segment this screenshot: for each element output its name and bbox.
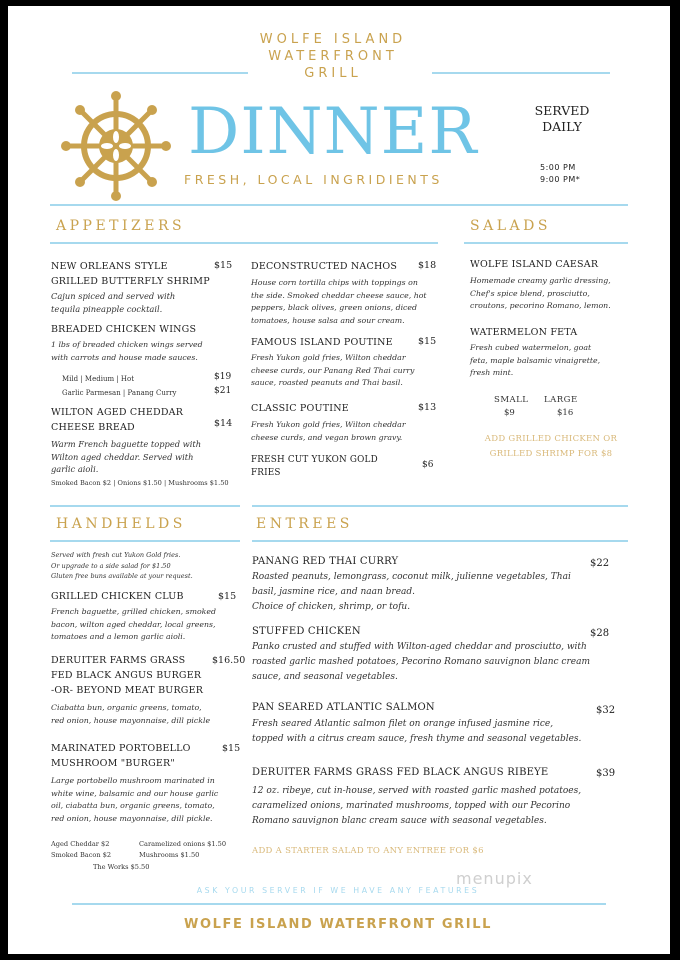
item-salmon-name: PAN SEARED ATLANTIC SALMON xyxy=(252,702,435,713)
served-line2: DAILY xyxy=(542,119,582,134)
item-stuffed-chicken-price: $28 xyxy=(590,628,610,639)
item-shrimp-price: $15 xyxy=(214,260,233,271)
item-classic-poutine-name: CLASSIC POUTINE xyxy=(251,403,349,414)
salads-heading: SALADS xyxy=(470,218,551,234)
time-end: 9:00 PM* xyxy=(540,175,581,184)
salad-price-small: $9 xyxy=(504,408,515,418)
item-ribeye-name: DERUITER FARMS GRASS FED BLACK ANGUS RIBEYE xyxy=(252,767,549,778)
item-wings-desc: 1 lbs of breaded chicken wings served with carrots and house made sauces. xyxy=(51,340,203,362)
salads-rule xyxy=(464,242,628,244)
salad-protein-addon: ADD GRILLED CHICKEN OR GRILLED SHRIMP FOR $8 xyxy=(484,434,618,459)
item-chicken-club-desc: French baguette, grilled chicken, smoked bacon, wilton aged cheddar, local greens, tomatoes and a lemon garlic aioli. xyxy=(51,607,217,642)
wings-option1: Mild | Medium | Hot xyxy=(62,375,135,383)
item-cheesebread-desc: Warm French baguette topped with Wilton aged cheddar. Served with garlic aioli. xyxy=(51,439,202,475)
handhelds-note: Served with fresh cut Yukon Gold fries. Or upgrade to a side salad for $1.50 Gluten free buns available at your request. xyxy=(51,551,193,580)
entrees-top-rule xyxy=(252,505,628,507)
handhelds-rule xyxy=(50,540,240,542)
appetizers-rule xyxy=(50,242,438,244)
item-famous-poutine-desc: Fresh Yukon gold fries, Wilton cheddar cheese curds, our Panang Red Thai curry sauce, roasted peanuts and Thai basil. xyxy=(251,353,415,388)
item-ribeye-desc: 12 oz. ribeye, cut in-house, served with roasted garlic mashed potatoes, caramelized onions, marinated mushrooms, topped with our Pecorino Romano sauvignon blanc cream sauce with seasonal vegetables. xyxy=(252,786,582,826)
handhelds-heading: HANDHELDS xyxy=(56,516,186,532)
time-start: 5:00 PM xyxy=(540,163,576,172)
item-portobello-price: $15 xyxy=(222,743,241,754)
served-line1: SERVED xyxy=(534,103,590,118)
item-classic-poutine-price: $13 xyxy=(418,402,437,413)
menu-page xyxy=(8,6,670,954)
item-famous-poutine-price: $15 xyxy=(418,336,437,347)
page-title: DINNER xyxy=(188,95,478,169)
item-wings-name: BREADED CHICKEN WINGS xyxy=(51,324,197,335)
served-daily xyxy=(522,103,602,135)
handheld-addon-cheddar: Aged Cheddar $2 xyxy=(51,840,110,848)
salad-size-small: SMALL xyxy=(494,395,529,405)
restaurant-name-line2: WATERFRONT xyxy=(268,49,398,64)
item-fries-name: FRESH CUT YUKON GOLD FRIES xyxy=(251,455,378,478)
item-chicken-club-name: GRILLED CHICKEN CLUB xyxy=(51,591,184,602)
item-stuffed-chicken-name: STUFFED CHICKEN xyxy=(252,626,361,637)
wings-option1-price: $19 xyxy=(214,372,232,382)
item-curry-name: PANANG RED THAI CURRY xyxy=(252,556,399,567)
item-caesar-name: WOLFE ISLAND CAESAR xyxy=(470,259,599,270)
item-nachos-name: DECONSTRUCTED NACHOS xyxy=(251,261,398,272)
item-salmon-desc: Fresh seared Atlantic salmon filet on orange infused jasmine rice, topped with a citrus cream sauce, fresh thyme and seasonal vegetables. xyxy=(252,719,582,744)
item-caesar-desc: Homemade creamy garlic dressing, Chef's spice blend, prosciutto, croutons, pecorino Romano, lemon. xyxy=(470,276,611,311)
item-famous-poutine-name: FAMOUS ISLAND POUTINE xyxy=(251,337,393,348)
footer-rule xyxy=(72,903,606,905)
salad-price-large: $16 xyxy=(557,408,574,418)
item-shrimp-name: NEW ORLEANS STYLE GRILLED BUTTERFLY SHRIMP xyxy=(51,261,210,287)
handheld-addon-mushrooms: Mushrooms $1.50 xyxy=(139,851,200,859)
item-curry-desc: Roasted peanuts, lemongrass, coconut milk, julienne vegetables, Thai basil, jasmine rice, and naan bread. Choice of chicken, shrimp, or tofu. xyxy=(252,572,571,612)
item-cheesebread-name: WILTON AGED CHEDDAR CHEESE BREAD xyxy=(51,407,184,433)
item-watermelon-name: WATERMELON FETA xyxy=(470,327,578,338)
handheld-addon-works: The Works $5.50 xyxy=(93,863,150,871)
item-stuffed-chicken-desc: Panko crusted and stuffed with Wilton-aged cheddar and prosciutto, with roasted garlic mashed potatoes, Pecorino Romano sauvignon blanc cream sauce, and seasonal vegetables. xyxy=(252,642,590,682)
header-bottom-rule xyxy=(50,204,628,206)
item-salmon-price: $32 xyxy=(596,705,616,716)
restaurant-name-line1: WOLFE ISLAND xyxy=(259,32,407,47)
handheld-addon-onions: Caramelized onions $1.50 xyxy=(139,840,227,848)
item-shrimp-desc: Cajun spiced and served with tequila pineapple cocktail. xyxy=(51,291,176,314)
item-nachos-desc: House corn tortilla chips with toppings on the side. Smoked cheddar cheese sauce, hot peppers, black olives, green onions, diced tomatoes, house salsa and sour cream. xyxy=(251,278,427,325)
menupix-watermark: menupix xyxy=(456,869,533,888)
item-portobello-name: MARINATED PORTOBELLO MUSHROOM "BURGER" xyxy=(51,743,191,769)
restaurant-name-line3: GRILL xyxy=(304,66,362,81)
wings-option2-price: $21 xyxy=(214,386,232,396)
item-burger-desc: Ciabatta bun, organic greens, tomato, red onion, house mayonnaise, dill pickle xyxy=(51,703,211,725)
tagline: FRESH, LOCAL INGRIDIENTS xyxy=(184,172,443,187)
item-portobello-desc: Large portobello mushroom marinated in white wine, balsamic and our house garlic oil, ciabatta bun, organic greens, tomato, red onion, house mayonnaise, dill pickle. xyxy=(51,776,219,823)
cheesebread-addons: Smoked Bacon $2 | Onions $1.50 | Mushrooms $1.50 xyxy=(51,479,229,487)
item-curry-price: $22 xyxy=(590,558,610,569)
footer-restaurant-name: WOLFE ISLAND WATERFRONT GRILL xyxy=(184,917,492,932)
item-classic-poutine-desc: Fresh Yukon gold fries, Wilton cheddar cheese curds, and vegan brown gravy. xyxy=(251,420,406,442)
wings-option2: Garlic Parmesan | Panang Curry xyxy=(62,389,177,397)
ship-wheel-logo-icon xyxy=(60,90,172,202)
item-fries-price: $6 xyxy=(422,460,434,470)
item-ribeye-price: $39 xyxy=(596,768,616,779)
item-burger-name: DERUITER FARMS GRASS FED BLACK ANGUS BURGER -OR- BEYOND MEAT BURGER xyxy=(51,655,204,696)
item-cheesebread-price: $14 xyxy=(214,418,233,429)
header-rule-right xyxy=(432,72,610,74)
entrees-rule xyxy=(252,540,628,542)
entree-salad-promo: ADD A STARTER SALAD TO ANY ENTREE FOR $6 xyxy=(252,846,484,856)
item-nachos-price: $18 xyxy=(418,260,437,271)
item-burger-price: $16.50 xyxy=(212,655,246,666)
entrees-heading: ENTREES xyxy=(256,516,353,532)
handhelds-top-rule xyxy=(50,505,240,507)
header-rule-left xyxy=(72,72,248,74)
appetizers-heading: APPETIZERS xyxy=(56,218,186,234)
handheld-addon-bacon: Smoked Bacon $2 xyxy=(51,851,112,859)
item-watermelon-desc: Fresh cubed watermelon, goat feta, maple balsamic vinaigrette, fresh mint. xyxy=(470,343,601,378)
ask-server-note: ASK YOUR SERVER IF WE HAVE ANY FEATURES xyxy=(196,886,480,895)
item-chicken-club-price: $15 xyxy=(218,591,237,602)
service-hours xyxy=(540,162,580,186)
salad-size-large: LARGE xyxy=(544,395,578,405)
